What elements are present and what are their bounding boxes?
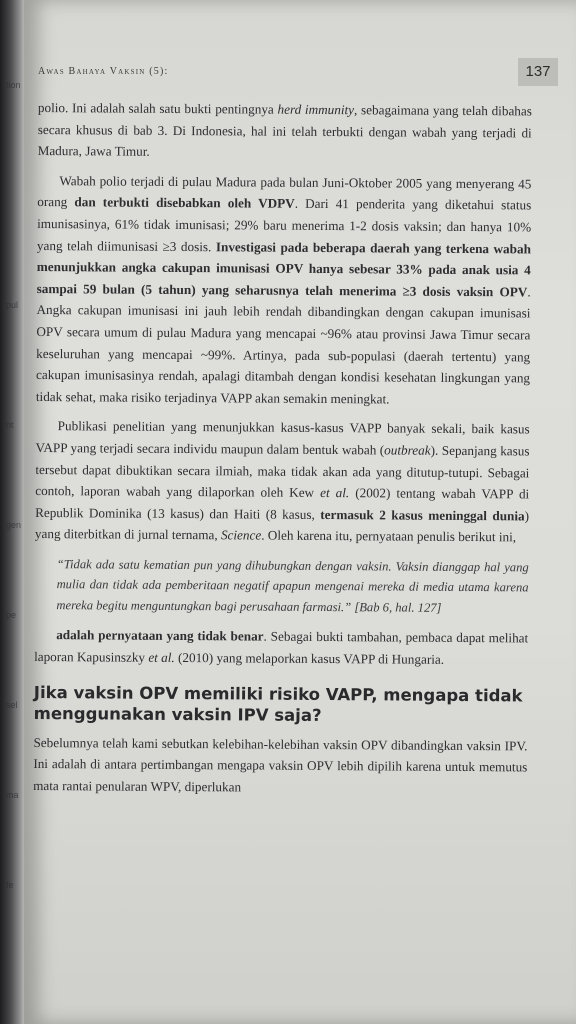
paragraph-3 bbox=[35, 415, 530, 548]
page-header bbox=[38, 58, 558, 88]
text-run: ). Sepanjang kasus tersebut dapat dibuktikan secara ilmiah, maka tidak akan ada yang ditutup-tutupi. Sebagai contoh, laporan wabah yang dilaporkan oleh Kew bbox=[35, 442, 530, 501]
emphasis-run: et al. bbox=[148, 649, 175, 665]
emphasis-run: et al. bbox=[320, 485, 350, 501]
edge-fragment: pe bbox=[6, 610, 17, 620]
text-run: . Angka cakupan imunisasi ini jauh lebih rendah dibandingkan dengan cakupan imunisasi OPV secara umum di pulau Madura yang mencapai ~96% atau provinsi Jawa Timur secara keseluruhan yang mencapai ~99%. Artinya, pada sub-populasi (daerah tertentu) yang cakupan imunisasinya rendah, apalagi ditambah dengan kondisi kesehatan lingkungan yang tidak sehat, maka risiko terjadinya VAPP akan semakin meningkat. bbox=[35, 284, 531, 407]
emphasis-run: Science bbox=[220, 527, 262, 543]
bold-run: Investigasi pada beberapa daerah yang terkena wabah menunjukkan angka cakupan imunisasi OPV hanya sebesar 33% pada anak usia 4 sampai 59 bulan (5 tahun) yang seharusnya telah menerima ≥3 dosis vaksin OPV bbox=[36, 238, 532, 300]
emphasis-run: outbreak bbox=[384, 442, 431, 458]
text-run: Wabah polio terjadi di pulau Madura pada bulan Juni-Oktober 2005 yang menyerang 45 orang bbox=[37, 172, 532, 210]
edge-fragment: sel bbox=[6, 700, 18, 710]
text-run: . Dari 41 penderita yang diketahui status imunisasinya, 61% tidak imunisasi; 29% baru menerima 1-2 dosis vaksin; dan hanya 10% yang telah diimunisasi ≥3 dosis. bbox=[36, 196, 532, 254]
bold-run: termasuk 2 kasus meninggal dunia bbox=[320, 506, 525, 524]
paragraph-5: Sebelumnya telah kami sebutkan kelebihan-kelebihan vaksin OPV dibandingkan vaksin IPV. Ini adalah di antara pertimbangan mengapa vaksin OPV lebih dipilih karena untuk memutus mata rantai penularan WPV, diperlukan bbox=[33, 734, 528, 795]
edge-fragment: gen bbox=[6, 520, 22, 530]
quote-reference: [Bab 6, hal. 127] bbox=[351, 600, 442, 615]
text-run: Publikasi penelitian yang menunjukkan kasus-kasus VAPP banyak sekali, baik kasus VAPP yang terjadi secara individu maupun dalam bentuk wabah ( bbox=[35, 418, 530, 458]
page-number: 137 bbox=[518, 58, 558, 86]
text-run: (2010) yang melaporkan kasus VAPP di Hungaria. bbox=[174, 649, 445, 667]
text-run: . Oleh karena itu, pernyataan penulis berikut ini, bbox=[261, 527, 517, 545]
emphasis-run: herd immunity bbox=[277, 101, 355, 118]
edge-fragment: fe bbox=[6, 880, 14, 890]
page-body bbox=[33, 97, 532, 800]
bold-run: adalah pernyataan yang tidak benar bbox=[56, 627, 264, 644]
text-run: (2002) tentang wabah VAPP di Republik Dominika (13 kasus) dan Haiti (8 kasus, bbox=[35, 485, 530, 522]
paragraph-4 bbox=[34, 624, 528, 671]
edge-fragment: pul bbox=[6, 300, 19, 310]
quote-text: “Tidak ada satu kematian pun yang dihubungkan dengan vaksin. Vaksin dianggap hal yang mulia dan tidak ada pemberitaan negatif apapun mengenai mereka di media utama karena mereka begitu menguntungkan bagi perusahaan farmasi.” bbox=[56, 557, 529, 615]
text-run: . Sebagai bukti tambahan, pembaca dapat melihat laporan Kapusinszky bbox=[34, 628, 529, 665]
previous-page-edge bbox=[0, 0, 26, 1024]
running-head: Awas Bahaya Vaksin (5): bbox=[38, 66, 169, 77]
paragraph-2 bbox=[36, 170, 532, 411]
edge-fragment: ma bbox=[6, 790, 19, 800]
section-heading: Jika vaksin OPV memiliki risiko VAPP, mengapa tidak menggunakan vaksin IPV saja? bbox=[33, 682, 523, 725]
text-run: ) yang diterbitkan di jurnal ternama, bbox=[34, 508, 530, 543]
edge-fragment: tion bbox=[6, 80, 21, 90]
block-quote bbox=[56, 554, 528, 619]
text-run: , sebagaimana yang telah dibahas secara khusus di bab 3. Di Indonesia, hal ini telah terbukti dengan wabah yang terjadi di Madura, Jawa Timur. bbox=[37, 102, 532, 159]
paragraph-1 bbox=[38, 97, 532, 165]
edge-fragment: nt bbox=[6, 420, 14, 430]
text-run: polio. Ini adalah salah satu bukti pentingnya bbox=[37, 99, 278, 117]
bold-run: dan terbukti disebabkan oleh VDPV bbox=[74, 194, 295, 212]
